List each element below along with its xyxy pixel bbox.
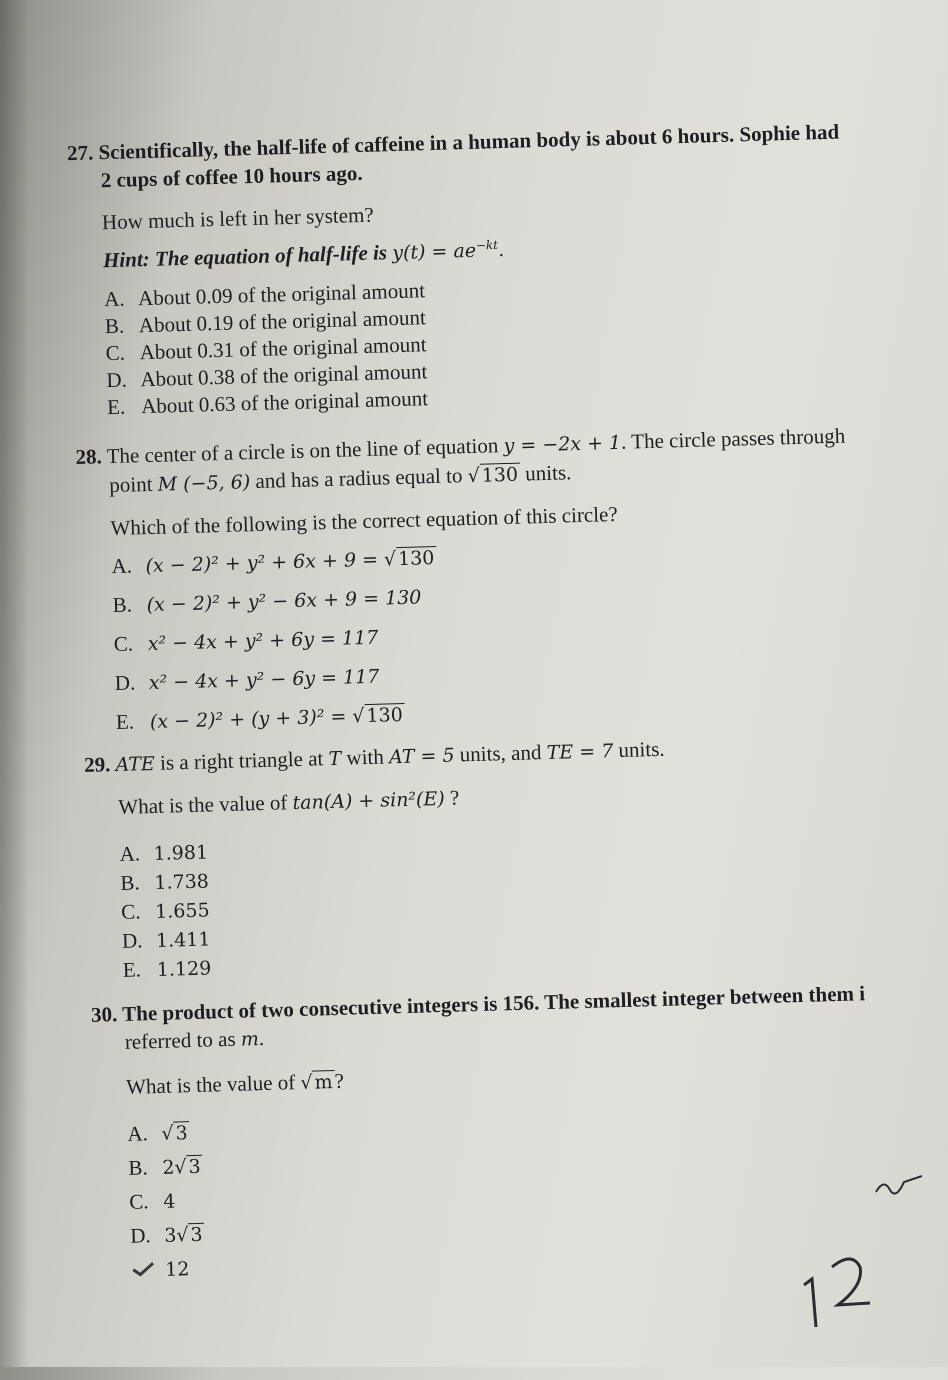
- q28-options: [111, 530, 923, 747]
- q28-option-e[interactable]: E. (x − 2)² + (y + 3)² = √130: [115, 704, 404, 735]
- option-letter: E.: [122, 957, 142, 982]
- q28-stem-line2: point M (−5, 6) and has a radius equal to √130 units.: [108, 460, 572, 498]
- option-text: About 0.38 of the original amount: [140, 359, 428, 392]
- q30-option-d[interactable]: D. 3√3: [130, 1199, 938, 1256]
- q29-stem-d: with: [346, 744, 385, 770]
- q30-stem-line1: The product of two consecutive integers is 156. The smallest integer between them i: [121, 981, 866, 1026]
- q28-option-a[interactable]: A. (x − 2)² + y² + 6x + 9 = √130: [111, 547, 435, 579]
- option-letter: B.: [120, 870, 141, 895]
- q29-at: AT = 5: [388, 744, 455, 769]
- q27-options: [104, 263, 914, 420]
- option-letter: B.: [104, 313, 125, 339]
- q29-expression: tan(A) + sin²(E): [292, 787, 446, 815]
- option-text: (x − 2)² + y² − 6x + 9 = 130: [146, 586, 422, 617]
- q27-hint-eq: y(t) = ae: [391, 239, 477, 265]
- question-29: [84, 727, 930, 985]
- q28-stem2-c: units.: [524, 460, 572, 486]
- q28-stem-b: . The circle passes through: [620, 423, 846, 454]
- q29-options: [119, 817, 930, 984]
- option-root: 3: [188, 1223, 205, 1246]
- option-text: x² − 4x + y² + 6y = 117: [147, 626, 379, 656]
- q30-stem2-b: .: [258, 1026, 265, 1051]
- option-coef: 4: [163, 1190, 176, 1213]
- option-text: 1.738: [154, 870, 210, 894]
- q27-hint-text: Hint: The equation of half-life is: [102, 240, 388, 273]
- option-root: 3: [186, 1155, 203, 1178]
- q29-ask-b: ?: [449, 785, 460, 810]
- checkmark-icon: [131, 1260, 155, 1277]
- q29-stem-h: units.: [618, 736, 665, 762]
- option-coef: 2: [162, 1156, 175, 1179]
- q30-stem2-a: referred to as: [124, 1026, 236, 1054]
- q27-ask: How much is left in her system?: [101, 202, 374, 235]
- question-30: [91, 977, 939, 1290]
- option-root: 130: [364, 703, 405, 727]
- option-letter: A.: [103, 286, 125, 312]
- q27-hint: Hint: The equation of half-life is $y(t) = ae^{-kt}$.: [102, 237, 505, 273]
- q30-option-a[interactable]: A. √3: [127, 1097, 935, 1154]
- option-letter: B.: [128, 1155, 148, 1180]
- q30-number: 30.: [90, 1002, 118, 1027]
- question-27: [67, 116, 915, 421]
- q29-ask-a: What is the value of: [117, 790, 288, 819]
- option-text: About 0.63 of the original amount: [140, 386, 429, 419]
- option-letter-marked: [131, 1255, 166, 1284]
- option-letter: E.: [106, 394, 126, 420]
- option-coef: 3: [163, 1224, 177, 1247]
- option-text: (x − 2)² + (y + 3)² =: [149, 705, 353, 734]
- option-letter: E.: [115, 709, 135, 735]
- option-letter: C.: [113, 631, 134, 657]
- option-text: About 0.09 of the original amount: [137, 278, 426, 311]
- option-letter: D.: [129, 1223, 152, 1248]
- option-text: 1.129: [156, 957, 212, 981]
- q27-stem-line1: Scientifically, the half-life of caffeine in a human body is about 6 hours. Sophie had: [98, 119, 840, 165]
- option-text: 1.981: [153, 841, 209, 866]
- q29-ask: [118, 770, 925, 822]
- option-text: About 0.19 of the original amount: [138, 305, 427, 338]
- q29-stem-f: units, and: [459, 740, 542, 767]
- q30-option-b[interactable]: B. 2√3: [128, 1131, 936, 1188]
- q29-triangle: ATE: [115, 752, 156, 777]
- q29-stem-b: is a right triangle at: [159, 746, 324, 775]
- q28-number: 28.: [75, 444, 103, 470]
- option-letter: C.: [120, 899, 141, 924]
- option-letter: B.: [112, 592, 133, 618]
- option-text: 1.655: [154, 899, 210, 923]
- q27-number: 27.: [66, 140, 94, 166]
- option-letter: A.: [119, 841, 141, 866]
- q28-stem2-a: point: [108, 471, 153, 498]
- option-letter: D.: [121, 928, 143, 953]
- option-root: 3: [173, 1121, 190, 1144]
- option-letter: D.: [106, 367, 128, 393]
- question-28: [75, 420, 923, 748]
- option-letter: D.: [114, 670, 136, 696]
- handwritten-scribble-icon: [870, 1170, 930, 1200]
- q30-ask-b: ?: [334, 1068, 345, 1094]
- q28-point: M (−5, 6): [157, 471, 251, 496]
- handwritten-number-icon: [790, 1245, 890, 1335]
- q28-stem2-b: and has a radius equal to: [255, 463, 463, 494]
- q27-stem-line2: 2 cups of coffee 10 hours ago.: [100, 160, 363, 193]
- q29-vertex: T: [328, 747, 342, 771]
- option-text: About 0.31 of the original amount: [139, 332, 427, 365]
- option-root: 130: [396, 546, 437, 570]
- q30-ask-root: m: [312, 1070, 335, 1094]
- q29-te: TE = 7: [546, 740, 614, 764]
- q30-ask: What is the value of √m?: [125, 1068, 345, 1099]
- option-letter: A.: [111, 553, 133, 579]
- q29-number: 29.: [83, 752, 111, 777]
- option-letter: C.: [129, 1189, 149, 1214]
- q28-stem-a: The center of a circle is on the line of equation: [106, 433, 499, 469]
- q30-ask-a: What is the value of: [125, 1070, 296, 1099]
- page-edge-shadow: [0, 0, 30, 1367]
- q30-m: m: [240, 1028, 260, 1051]
- q28-line-eq: y = −2x + 1: [503, 431, 622, 458]
- option-text: x² − 4x + y² − 6y = 117: [148, 665, 380, 695]
- q28-radius: 130: [479, 463, 520, 487]
- q28-ask: Which of the following is the correct equation of this circle?: [110, 501, 618, 541]
- option-letter: C.: [105, 340, 126, 366]
- option-letter: A.: [127, 1121, 149, 1146]
- option-text: (x − 2)² + y² + 6x + 9 =: [145, 548, 385, 578]
- option-text: 1.411: [155, 928, 211, 952]
- option-text: 12: [164, 1258, 190, 1281]
- q27-hint-exp: −kt: [475, 237, 499, 253]
- option-coef: [161, 1123, 162, 1145]
